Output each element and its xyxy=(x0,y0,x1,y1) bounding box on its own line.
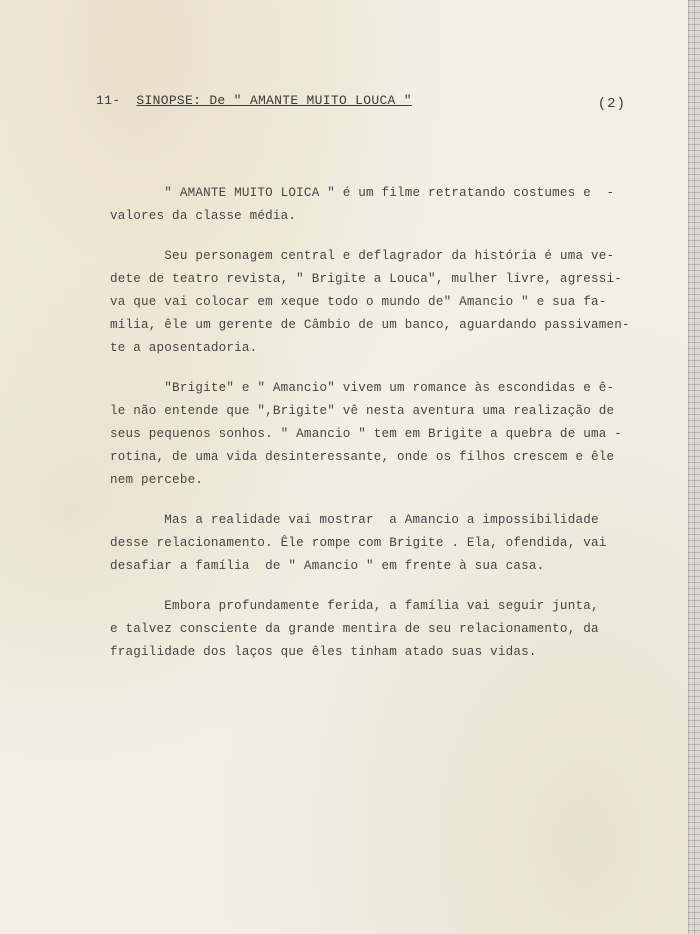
paragraph-5 xyxy=(110,595,630,664)
text-line: " AMANTE MUITO LOICA " é um filme retratando costumes e - xyxy=(110,186,615,200)
paragraph-4 xyxy=(110,509,630,578)
document-title: SINOPSE: De " AMANTE MUITO LOUCA " xyxy=(136,93,412,108)
page-number: (2) xyxy=(597,96,626,112)
text-line: e talvez consciente da grande mentira de seu relacionamento, da xyxy=(110,622,599,636)
text-line: desafiar a família de " Amancio " em frente à sua casa. xyxy=(110,559,545,573)
paragraph-3 xyxy=(110,377,630,492)
section-number: 11- xyxy=(96,93,121,108)
text-line: desse relacionamento. Êle rompe com Brigite . Ela, ofendida, vai xyxy=(110,536,607,550)
document-header xyxy=(96,93,626,112)
text-line: Embora profundamente ferida, a família vai seguir junta, xyxy=(110,599,599,613)
text-line: nem percebe. xyxy=(110,473,204,487)
document-body xyxy=(110,182,630,681)
background-grid-paper xyxy=(688,0,700,934)
text-line: le não entende que ",Brigite" vê nesta aventura uma realização de xyxy=(110,404,615,418)
paragraph-1 xyxy=(110,182,630,228)
text-line: mília, êle um gerente de Câmbio de um banco, aguardando passivamen- xyxy=(110,318,630,332)
paragraph-2 xyxy=(110,245,630,360)
text-line: va que vai colocar em xeque todo o mundo de" Amancio " e sua fa- xyxy=(110,295,607,309)
text-line: valores da classe média. xyxy=(110,209,297,223)
text-line: Seu personagem central e deflagrador da história é uma ve- xyxy=(110,249,615,263)
text-line: rotina, de uma vida desinteressante, onde os filhos crescem e êle xyxy=(110,450,615,464)
text-line: fragilidade dos laços que êles tinham atado suas vidas. xyxy=(110,645,537,659)
text-line: te a aposentadoria. xyxy=(110,341,258,355)
text-line: "Brigite" e " Amancio" vivem um romance às escondidas e ê- xyxy=(110,381,615,395)
text-line: seus pequenos sonhos. " Amancio " tem em Brigite a quebra de uma - xyxy=(110,427,622,441)
text-line: Mas a realidade vai mostrar a Amancio a impossibilidade xyxy=(110,513,599,527)
text-line: dete de teatro revista, " Brigite a Louca", mulher livre, agressi- xyxy=(110,272,622,286)
